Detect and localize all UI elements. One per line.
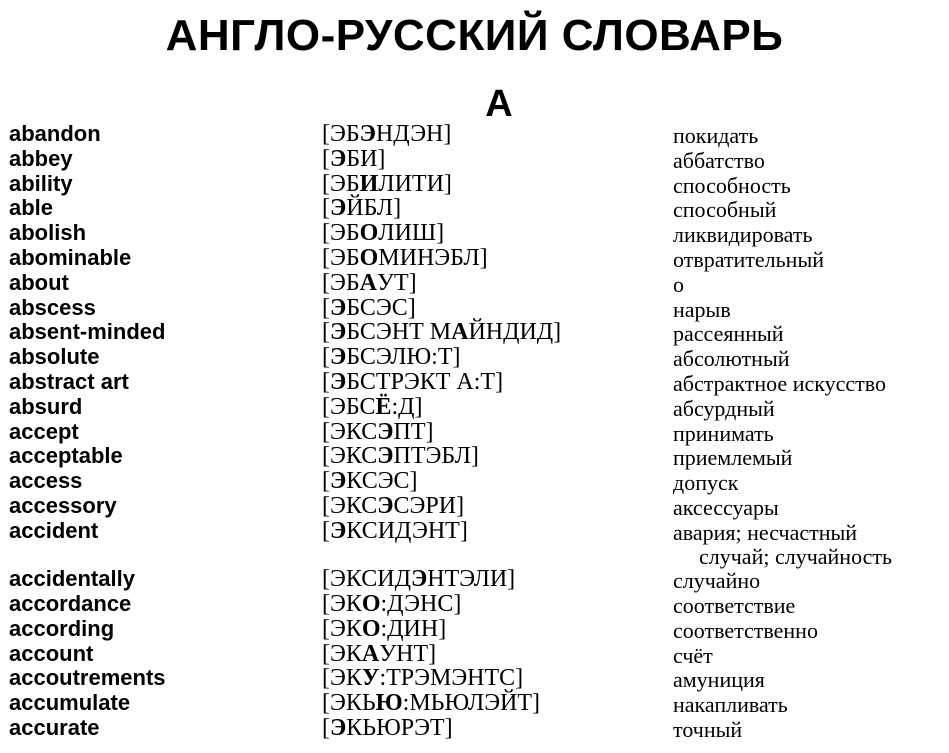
entry-translation [673, 619, 945, 643]
pronunciation-part: БСЭЛЮ:Т] [346, 344, 461, 371]
entry-translation [673, 718, 945, 742]
pronunciation-part: КСЭС] [346, 468, 418, 495]
entry-word: able [9, 195, 54, 221]
translation-line: амуниция [673, 667, 765, 693]
dictionary-entry [0, 716, 949, 741]
entry-word: accessory [9, 492, 117, 518]
entry-translation [673, 298, 945, 322]
translation-line: соответственно [673, 617, 818, 643]
entry-translation [673, 223, 945, 247]
entry-pronunciation [322, 642, 436, 666]
entry-pronunciation [322, 196, 401, 220]
entry-pronunciation [322, 221, 444, 245]
dictionary-entry [0, 122, 949, 147]
translation-line: абстрактное искусство [673, 370, 886, 396]
entry-translation [673, 693, 945, 717]
entry-pronunciation [322, 395, 423, 419]
dictionary-entry [0, 592, 949, 617]
stressed-vowel: Э [330, 517, 347, 544]
entry-pronunciation [322, 296, 416, 320]
translation-line: счёт [673, 642, 713, 668]
pronunciation-part: ЙНДИД] [468, 319, 562, 346]
dictionary-entry [0, 617, 949, 642]
stressed-vowel: Э [330, 319, 347, 346]
entry-pronunciation [322, 147, 385, 171]
stressed-vowel: Э [330, 145, 347, 172]
translation-line: соответствие [673, 593, 796, 619]
entry-word: abscess [9, 294, 96, 320]
pronunciation-part: УТ] [376, 269, 417, 296]
stressed-vowel: У [361, 665, 380, 692]
entry-translation [673, 521, 945, 569]
translation-line: накапливать [673, 692, 788, 718]
dictionary-entry [0, 395, 949, 420]
translation-line: ликвидировать [673, 222, 813, 248]
entry-word: accidentally [9, 566, 135, 592]
pronunciation-part: КЬЮРЭТ] [346, 715, 453, 742]
pronunciation-part: [ЭБ [322, 244, 360, 271]
stressed-vowel: Ю [375, 690, 403, 717]
translation-line: покидать [673, 123, 759, 148]
entry-pronunciation [322, 444, 479, 468]
pronunciation-part: ПТЭБЛ] [393, 443, 479, 470]
pronunciation-part: [ЭБ [322, 121, 360, 147]
translation-line-continued: случай; случайность [699, 543, 893, 569]
dictionary-entry [0, 221, 949, 246]
translation-line: точный [673, 717, 743, 743]
entry-pronunciation [322, 345, 461, 369]
pronunciation-part: [ [322, 468, 330, 495]
entry-word: acceptable [9, 443, 123, 469]
dictionary-entry [0, 469, 949, 494]
entry-pronunciation [322, 666, 523, 690]
entry-word: accident [9, 517, 99, 543]
stressed-vowel: О [359, 220, 379, 247]
pronunciation-part: [ЭКСИД [322, 566, 411, 593]
stressed-vowel: Э [330, 715, 347, 742]
pronunciation-part: [ЭК [322, 591, 362, 618]
pronunciation-part: [ [322, 294, 330, 321]
pronunciation-part: :ДИН] [380, 615, 447, 642]
stressed-vowel: Э [410, 566, 428, 593]
translation-line: нарыв [673, 296, 731, 322]
pronunciation-part: [ЭКЬ [322, 690, 376, 717]
entry-pronunciation [322, 370, 503, 394]
pronunciation-part: ЛИТИ] [378, 170, 452, 197]
pronunciation-part: БСЭС] [346, 294, 416, 321]
entry-pronunciation [322, 716, 453, 740]
translation-line: способность [673, 172, 791, 198]
entry-pronunciation [322, 271, 417, 295]
entry-pronunciation [322, 617, 446, 641]
dictionary-entry [0, 320, 949, 345]
pronunciation-part: БСТРЭКТ А:Т] [346, 368, 504, 395]
dictionary-entry [0, 271, 949, 296]
dictionary-entry [0, 519, 949, 568]
entry-pronunciation [322, 246, 488, 270]
stressed-vowel: Э [377, 443, 394, 470]
stressed-vowel: О [361, 615, 381, 642]
dictionary-entry [0, 370, 949, 395]
entry-translation [673, 446, 945, 470]
stressed-vowel: Э [359, 121, 376, 147]
entry-word: abbey [9, 145, 73, 171]
stressed-vowel: Э [330, 344, 347, 371]
stressed-vowel: Э [377, 492, 394, 519]
pronunciation-part: МИНЭБЛ] [378, 244, 488, 271]
dictionary-entry [0, 246, 949, 271]
entry-word: about [9, 269, 69, 295]
entry-pronunciation [322, 494, 464, 518]
pronunciation-part: НДЭН] [375, 121, 452, 147]
dictionary-title: АНГЛО-РУССКИЙ СЛОВАРЬ [165, 11, 784, 60]
translation-line: отвратительный [673, 246, 825, 272]
pronunciation-part: ЛИШ] [378, 220, 445, 247]
pronunciation-part: :ТРЭМЭНТС] [379, 665, 524, 692]
entry-translation [673, 397, 945, 421]
entry-pronunciation [322, 519, 468, 543]
entry-word: abominable [9, 244, 132, 270]
stressed-vowel: О [359, 244, 379, 271]
stressed-vowel: О [361, 591, 381, 618]
pronunciation-part: [ЭКС [322, 443, 378, 470]
entry-translation [673, 174, 945, 198]
entry-pronunciation [322, 567, 515, 591]
entry-pronunciation [322, 691, 540, 715]
entry-word: accept [9, 418, 79, 444]
dictionary-entry [0, 345, 949, 370]
dictionary-entry [0, 642, 949, 667]
entry-word: accoutrements [9, 665, 166, 691]
pronunciation-part: [ЭБ [322, 269, 360, 296]
entry-translation [673, 422, 945, 446]
translation-line: о [673, 271, 684, 297]
entry-translation [673, 198, 945, 222]
dictionary-entry [0, 567, 949, 592]
stressed-vowel: И [359, 170, 379, 197]
entry-pronunciation [322, 320, 561, 344]
translation-line: способный [673, 197, 777, 223]
section-letter: A [485, 83, 513, 125]
stressed-vowel: А [451, 319, 469, 346]
stressed-vowel: Э [330, 195, 347, 222]
entry-pronunciation [322, 172, 452, 196]
entry-word: abstract art [9, 368, 129, 394]
dictionary-entry [0, 494, 949, 519]
dictionary-entry [0, 420, 949, 445]
pronunciation-part: НТЭЛИ] [427, 566, 516, 593]
stressed-vowel: Э [377, 418, 394, 445]
pronunciation-part: [ [322, 517, 330, 544]
dictionary-entry [0, 172, 949, 197]
pronunciation-part: [ [322, 145, 330, 172]
translation-line: абсолютный [673, 346, 790, 372]
entry-translation [673, 569, 945, 593]
dictionary-entry [0, 691, 949, 716]
pronunciation-part: :Д] [391, 393, 423, 420]
dictionary-entry [0, 296, 949, 321]
pronunciation-part: [ЭБ [322, 170, 360, 197]
pronunciation-part: [ [322, 195, 330, 222]
pronunciation-part: КСИДЭНТ] [346, 517, 468, 544]
pronunciation-part: [ [322, 368, 330, 395]
entry-translation [673, 644, 945, 668]
pronunciation-part: УНТ] [379, 640, 437, 667]
entry-translation [673, 496, 945, 520]
entry-word: absolute [9, 344, 100, 370]
entry-word: accurate [9, 715, 100, 741]
entry-word: absent-minded [9, 319, 166, 345]
translation-line: допуск [673, 470, 739, 496]
entry-list [0, 122, 949, 741]
entry-translation [673, 347, 945, 371]
pronunciation-part: ЙБЛ] [346, 195, 402, 222]
entry-word: accordance [9, 591, 132, 617]
pronunciation-part: [ [322, 344, 330, 371]
pronunciation-part: [ЭКС [322, 418, 378, 445]
entry-pronunciation [322, 122, 451, 146]
entry-translation [673, 372, 945, 396]
dictionary-entry [0, 666, 949, 691]
entry-translation [673, 248, 945, 272]
entry-translation [673, 471, 945, 495]
stressed-vowel: А [361, 640, 380, 667]
pronunciation-part: :МЬЮЛЭЙТ] [402, 690, 541, 717]
stressed-vowel: Ё [375, 393, 392, 420]
translation-line: абсурдный [673, 395, 775, 421]
translation-line: аксессуары [673, 494, 779, 520]
pronunciation-part: [ЭК [322, 615, 362, 642]
translation-line: случайно [673, 568, 761, 594]
entry-word: ability [9, 170, 73, 196]
entry-translation [673, 273, 945, 297]
entry-word: absurd [9, 393, 83, 419]
dictionary-entry [0, 147, 949, 172]
entry-word: account [9, 640, 94, 666]
translation-line: приемлемый [673, 445, 793, 471]
pronunciation-part: [ЭК [322, 665, 362, 692]
pronunciation-part: [ЭКС [322, 492, 378, 519]
pronunciation-part: :ДЭНС] [380, 591, 462, 618]
pronunciation-part: [ЭК [322, 640, 362, 667]
entry-pronunciation [322, 420, 434, 444]
pronunciation-part: БИ] [346, 145, 386, 172]
pronunciation-part: [ЭБС [322, 393, 376, 420]
entry-translation [673, 124, 945, 148]
stressed-vowel: Э [330, 368, 347, 395]
stressed-vowel: Э [330, 468, 347, 495]
entry-translation [673, 668, 945, 692]
translation-line: аббатство [673, 147, 765, 173]
entry-translation [673, 594, 945, 618]
entry-word: access [9, 468, 83, 494]
entry-word: according [9, 615, 115, 641]
pronunciation-part: СЭРИ] [393, 492, 465, 519]
pronunciation-part: [ [322, 319, 330, 346]
pronunciation-part: БСЭНТ М [346, 319, 452, 346]
translation-line: рассеянный [673, 321, 784, 347]
stressed-vowel: Э [330, 294, 347, 321]
entry-word: accumulate [9, 690, 131, 716]
entry-pronunciation [322, 592, 461, 616]
dictionary-entry [0, 196, 949, 221]
entry-word: abandon [9, 121, 101, 146]
pronunciation-part: [ [322, 715, 330, 742]
dictionary-entry [0, 444, 949, 469]
pronunciation-part: [ЭБ [322, 220, 360, 247]
pronunciation-part: ПТ] [393, 418, 434, 445]
entry-word: abolish [9, 220, 87, 246]
translation-line: авария; несчастный [673, 519, 858, 545]
stressed-vowel: А [359, 269, 377, 296]
translation-line: принимать [673, 420, 774, 446]
entry-translation [673, 322, 945, 346]
entry-pronunciation [322, 469, 418, 493]
entry-translation [673, 149, 945, 173]
